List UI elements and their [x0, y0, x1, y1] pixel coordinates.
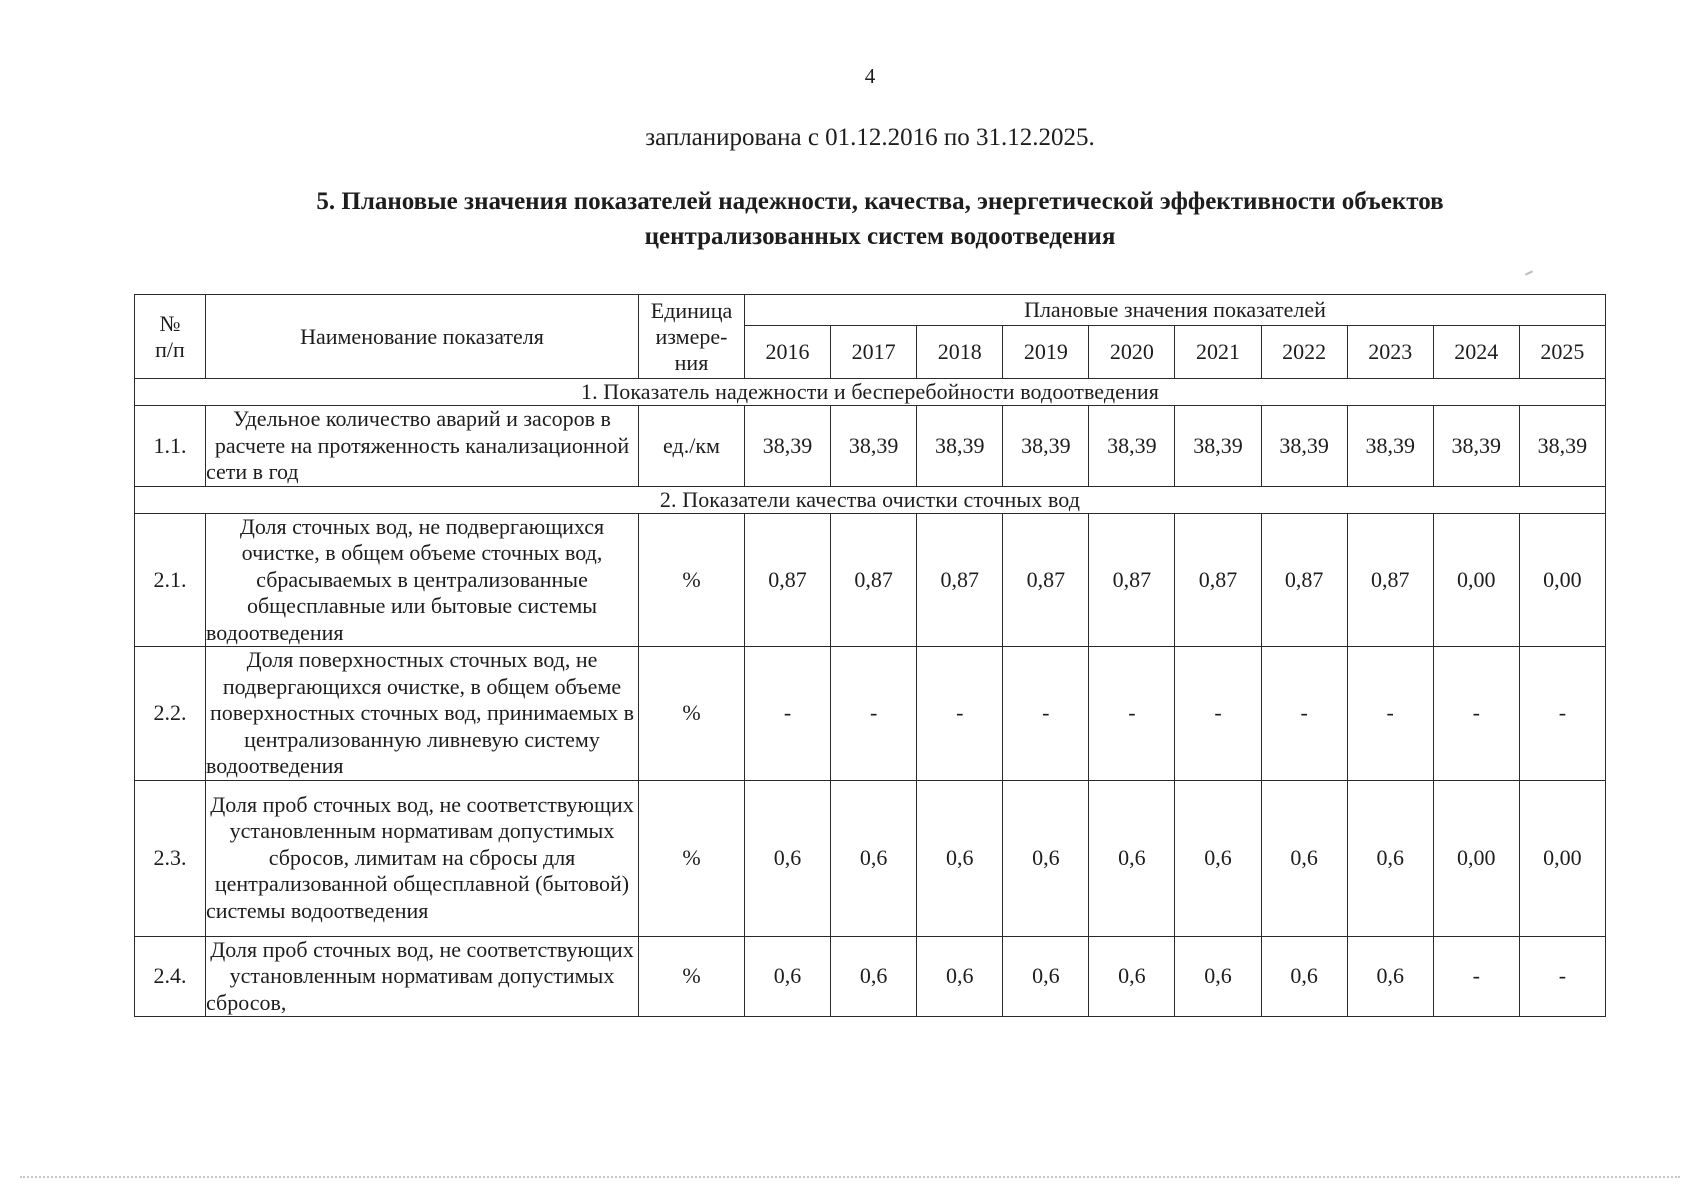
row-number: 2.4.: [135, 936, 206, 1017]
value-cell: 38,39: [1003, 406, 1089, 487]
indicator-name: Доля сточных вод, не подвергающихся очистке, в общем объеме сточных вод, сбрасываемых в централизованные общесплавные или бытовые системы водоотведения: [206, 513, 639, 647]
header-year: 2018: [917, 326, 1003, 379]
indicator-name: Доля проб сточных вод, не соответствующих установленным нормативам допустимых сбросов, лимитам на сбросы для централизованной общесплавной (бытовой) системы водоотведения: [206, 780, 639, 936]
value-cell: 0,6: [1347, 936, 1433, 1017]
value-cell: 0,6: [917, 936, 1003, 1017]
header-year: 2020: [1089, 326, 1175, 379]
value-cell: 0,87: [917, 513, 1003, 647]
header-year: 2019: [1003, 326, 1089, 379]
value-cell: 38,39: [1347, 406, 1433, 487]
indicator-unit: %: [639, 936, 745, 1017]
value-cell: 0,6: [1089, 780, 1175, 936]
value-cell: -: [1519, 647, 1605, 781]
value-cell: 0,6: [1175, 936, 1261, 1017]
header-unit: [639, 295, 745, 379]
value-cell: 38,39: [1261, 406, 1347, 487]
indicator-unit: ед./км: [639, 406, 745, 487]
table-row: [135, 513, 1606, 647]
table-row: [135, 780, 1606, 936]
scan-artifact-line: [20, 1176, 1680, 1181]
value-cell: 0,6: [1175, 780, 1261, 936]
value-cell: 0,00: [1519, 513, 1605, 647]
value-cell: 0,87: [1003, 513, 1089, 647]
header-planned: Плановые значения показателей: [745, 295, 1606, 326]
header-year: 2024: [1433, 326, 1519, 379]
table-row: [135, 647, 1606, 781]
header-name: Наименование показателя: [206, 295, 639, 379]
value-cell: 0,6: [745, 780, 831, 936]
indicator-name: Доля поверхностных сточных вод, не подвергающихся очистке, в общем объеме поверхностных сточных вод, принимаемых в централизованную ливневую систему водоотведения: [206, 647, 639, 781]
value-cell: 38,39: [1175, 406, 1261, 487]
section-row-1: [135, 379, 1606, 406]
header-year: 2022: [1261, 326, 1347, 379]
value-cell: -: [1519, 936, 1605, 1017]
value-cell: -: [1175, 647, 1261, 781]
value-cell: 0,87: [831, 513, 917, 647]
header-year: 2021: [1175, 326, 1261, 379]
row-number: 2.3.: [135, 780, 206, 936]
value-cell: -: [1433, 936, 1519, 1017]
value-cell: 0,87: [1261, 513, 1347, 647]
value-cell: -: [1347, 647, 1433, 781]
value-cell: 0,00: [1519, 780, 1605, 936]
value-cell: -: [831, 647, 917, 781]
value-cell: -: [1261, 647, 1347, 781]
indicator-name: Доля проб сточных вод, не соответствующих установленным нормативам допустимых сбросов,: [206, 936, 639, 1017]
value-cell: 0,6: [1003, 780, 1089, 936]
row-number: 2.1.: [135, 513, 206, 647]
header-num-line-1: №: [159, 310, 181, 336]
value-cell: 0,6: [831, 936, 917, 1017]
header-unit-line-3: ния: [674, 349, 709, 375]
scan-mark: [1525, 270, 1533, 275]
section-row-2: [135, 486, 1606, 513]
indicator-unit: %: [639, 513, 745, 647]
header-year: 2023: [1347, 326, 1433, 379]
value-cell: -: [1433, 647, 1519, 781]
value-cell: 0,6: [917, 780, 1003, 936]
page-number: 4: [864, 64, 876, 88]
header-year: 2017: [831, 326, 917, 379]
header-year: 2025: [1519, 326, 1605, 379]
value-cell: 0,6: [1003, 936, 1089, 1017]
value-cell: 0,87: [1089, 513, 1175, 647]
value-cell: 0,87: [1347, 513, 1433, 647]
header-row: [135, 295, 1606, 326]
indicators-table: [134, 294, 1606, 1017]
continuation-text: запланирована с 01.12.2016 по 31.12.2025.: [645, 124, 1095, 151]
value-cell: 38,39: [831, 406, 917, 487]
value-cell: 38,39: [1433, 406, 1519, 487]
value-cell: -: [745, 647, 831, 781]
value-cell: 38,39: [1089, 406, 1175, 487]
value-cell: 0,00: [1433, 780, 1519, 936]
section-heading-2: 2. Показатели качества очистки сточных вод: [135, 486, 1606, 513]
row-number: 1.1.: [135, 406, 206, 487]
value-cell: 38,39: [917, 406, 1003, 487]
header-unit-line-1: Единица: [650, 297, 733, 323]
header-unit-line-2: измере-: [655, 323, 728, 349]
value-cell: 0,6: [1347, 780, 1433, 936]
section-title-line-1: 5. Плановые значения показателей надежности, качества, энергетической эффективности объектов: [316, 188, 1444, 215]
section-heading-1: 1. Показатель надежности и бесперебойности водоотведения: [135, 379, 1606, 406]
row-number: 2.2.: [135, 647, 206, 781]
value-cell: 0,6: [1261, 780, 1347, 936]
table-row: [135, 936, 1606, 1017]
value-cell: 0,87: [745, 513, 831, 647]
indicator-unit: %: [639, 780, 745, 936]
table-row: [135, 406, 1606, 487]
value-cell: 0,6: [831, 780, 917, 936]
value-cell: 38,39: [745, 406, 831, 487]
section-title-line-2: централизованных систем водоотведения: [644, 223, 1116, 250]
value-cell: 0,6: [1261, 936, 1347, 1017]
header-num: [135, 295, 206, 379]
value-cell: 0,87: [1175, 513, 1261, 647]
value-cell: -: [917, 647, 1003, 781]
value-cell: 0,6: [1089, 936, 1175, 1017]
value-cell: 0,00: [1433, 513, 1519, 647]
header-year: 2016: [745, 326, 831, 379]
indicator-name: Удельное количество аварий и засоров в расчете на протяженность канализационной сети в год: [206, 406, 639, 487]
section-title: [170, 184, 1590, 254]
indicator-unit: %: [639, 647, 745, 781]
value-cell: 0,6: [745, 936, 831, 1017]
header-num-line-2: п/п: [155, 336, 185, 362]
value-cell: -: [1089, 647, 1175, 781]
value-cell: -: [1003, 647, 1089, 781]
value-cell: 38,39: [1519, 406, 1605, 487]
